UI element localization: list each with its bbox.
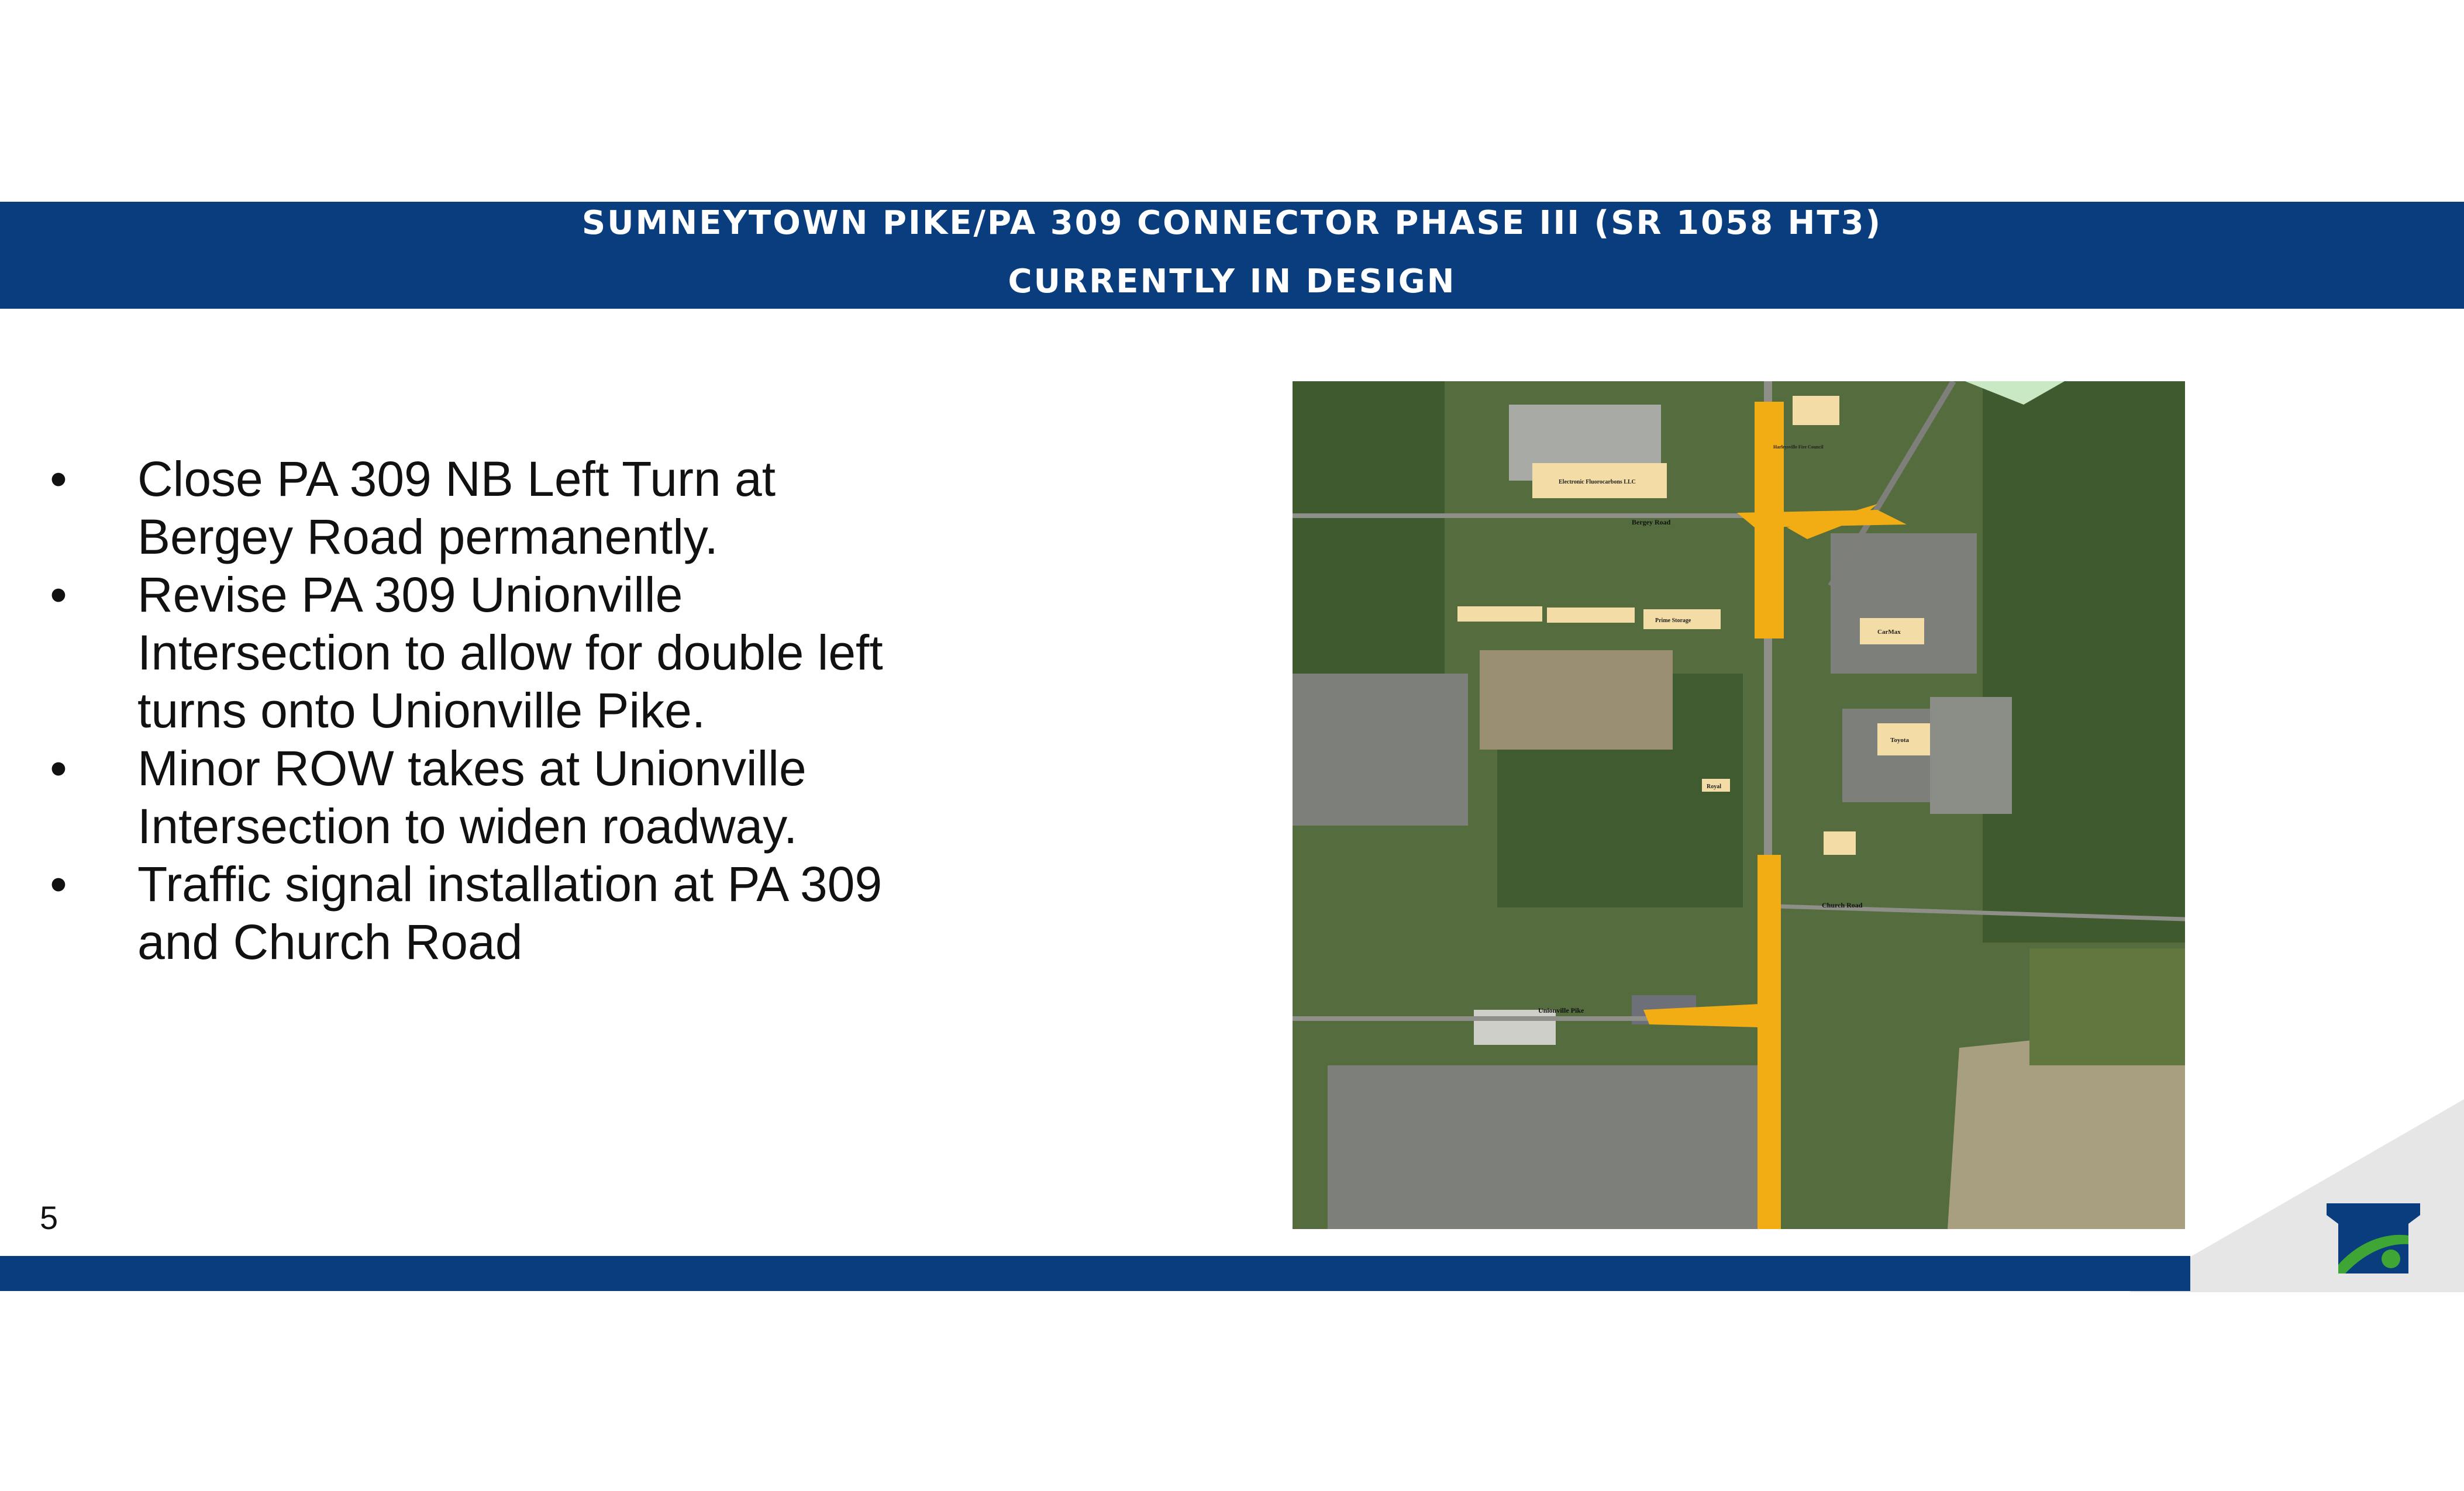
open-field bbox=[1480, 650, 1673, 750]
building bbox=[1457, 606, 1542, 622]
footer-band bbox=[0, 1256, 2190, 1291]
bullet-text-line: Intersection to allow for double left bbox=[137, 625, 883, 680]
map-label-toyota: Toyota bbox=[1890, 737, 1909, 744]
bullet-text-line: Close PA 309 NB Left Turn at bbox=[137, 451, 776, 506]
map-label-harleysville-fire: Harleysville Fire Council bbox=[1773, 444, 1824, 450]
bullet-text-line: Intersection to widen roadway. bbox=[137, 799, 798, 854]
building-harleysville-fire bbox=[1793, 396, 1839, 425]
parking-lot bbox=[1930, 697, 2012, 814]
bullet-item bbox=[41, 855, 1152, 971]
bullet-dot: • bbox=[50, 857, 67, 912]
project-segment-south bbox=[1757, 855, 1781, 1229]
map-label-electronic-fluorocarbons: Electronic Fluorocarbons LLC bbox=[1559, 479, 1636, 485]
bullet-text-line: Bergey Road permanently. bbox=[137, 509, 718, 564]
map-label-church-road: Church Road bbox=[1822, 901, 1863, 909]
map-label-bergey-road: Bergey Road bbox=[1632, 518, 1671, 526]
slide-subtitle: CURRENTLY IN DESIGN bbox=[1008, 263, 1456, 301]
keystone-logo-icon bbox=[2321, 1203, 2426, 1273]
bullet-list bbox=[41, 450, 1152, 971]
map-label-unionville-pike: Unionville Pike bbox=[1538, 1006, 1584, 1014]
parking-lot bbox=[1293, 674, 1468, 826]
open-field bbox=[2029, 948, 2185, 1065]
bullet-item bbox=[41, 740, 1152, 855]
map-label-prime-storage: Prime Storage bbox=[1655, 617, 1691, 624]
bullet-item bbox=[41, 450, 1152, 566]
forest-area bbox=[1293, 381, 1445, 674]
bullet-dot: • bbox=[50, 741, 67, 796]
parking-lot bbox=[1328, 1065, 1772, 1229]
map-graphic bbox=[1293, 381, 2185, 1229]
slide-title: SUMNEYTOWN PIKE/PA 309 CONNECTOR PHASE III (SR 1058 HT3) bbox=[581, 204, 1883, 242]
bullet-dot: • bbox=[50, 451, 67, 506]
building bbox=[1474, 1010, 1556, 1045]
bullet-text-line: Minor ROW takes at Unionville bbox=[137, 741, 807, 796]
bullet-item bbox=[41, 566, 1152, 740]
bullet-text-line: Traffic signal installation at PA 309 bbox=[137, 857, 883, 912]
map-label-carmax: CarMax bbox=[1877, 629, 1901, 636]
bullet-text-line: Revise PA 309 Unionville bbox=[137, 567, 683, 622]
page-number: 5 bbox=[40, 1199, 58, 1236]
bullet-dot: • bbox=[50, 567, 67, 622]
forest-area bbox=[1983, 381, 2185, 943]
map-label-royal: Royal bbox=[1707, 784, 1721, 790]
aerial-project-map bbox=[1293, 381, 2185, 1229]
bullet-text-line: turns onto Unionville Pike. bbox=[137, 683, 706, 738]
bullet-text-line: and Church Road bbox=[137, 914, 523, 969]
building bbox=[1824, 831, 1856, 855]
building bbox=[1547, 608, 1635, 623]
